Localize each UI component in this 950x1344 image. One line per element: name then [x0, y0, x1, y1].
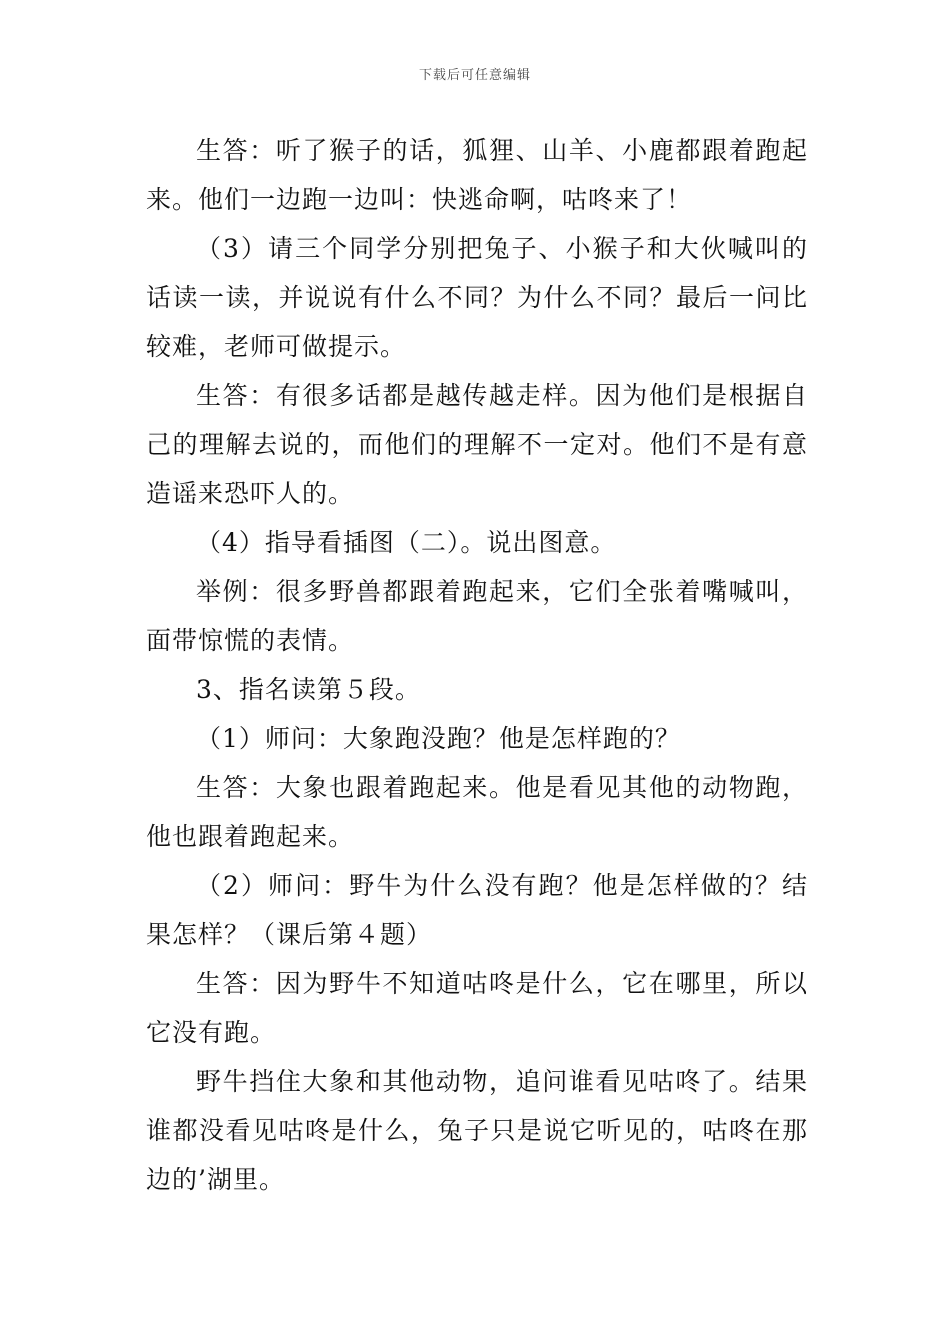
paragraph-1: 生答：听了猴子的话，狐狸、山羊、小鹿都跟着跑起来。他们一边跑一边叫：快逃命啊，咕咚来了！ [146, 136, 808, 214]
paragraph-7: （1）师问：大象跑没跑？他是怎样跑的？ [196, 724, 681, 753]
paragraph-10: 生答：因为野牛不知道咕咚是什么，它在哪里，所以它没有跑。 [146, 969, 808, 1047]
document-body [146, 126, 808, 1204]
paragraph-11: 野牛挡住大象和其他动物，追问谁看见咕咚了。结果谁都没看见咕咚是什么，兔子只是说它听见的，咕咚在那边的’湖里。 [146, 1067, 808, 1194]
paragraph-3: 生答：有很多话都是越传越走样。因为他们是根据自己的理解去说的，而他们的理解不一定对。他们不是有意造谣来恐吓人的。 [146, 381, 808, 508]
paragraph-2: （3）请三个同学分别把兔子、小猴子和大伙喊叫的话读一读，并说说有什么不同？为什么不同？最后一问比较难，老师可做提示。 [146, 234, 808, 361]
paragraph-5: 举例：很多野兽都跟着跑起来，它们全张着嘴喊叫，面带惊慌的表情。 [146, 577, 808, 655]
paragraph-4: （4）指导看插图（二）。说出图意。 [196, 528, 617, 557]
paragraph-6: 3、指名读第５段。 [196, 675, 421, 704]
paragraph-8: 生答：大象也跟着跑起来。他是看见其他的动物跑，他也跟着跑起来。 [146, 773, 808, 851]
paragraph-9: （2）师问：野牛为什么没有跑？他是怎样做的？结果怎样？（课后第４题） [146, 871, 808, 949]
page-header: 下载后可任意编辑 [418, 68, 531, 83]
